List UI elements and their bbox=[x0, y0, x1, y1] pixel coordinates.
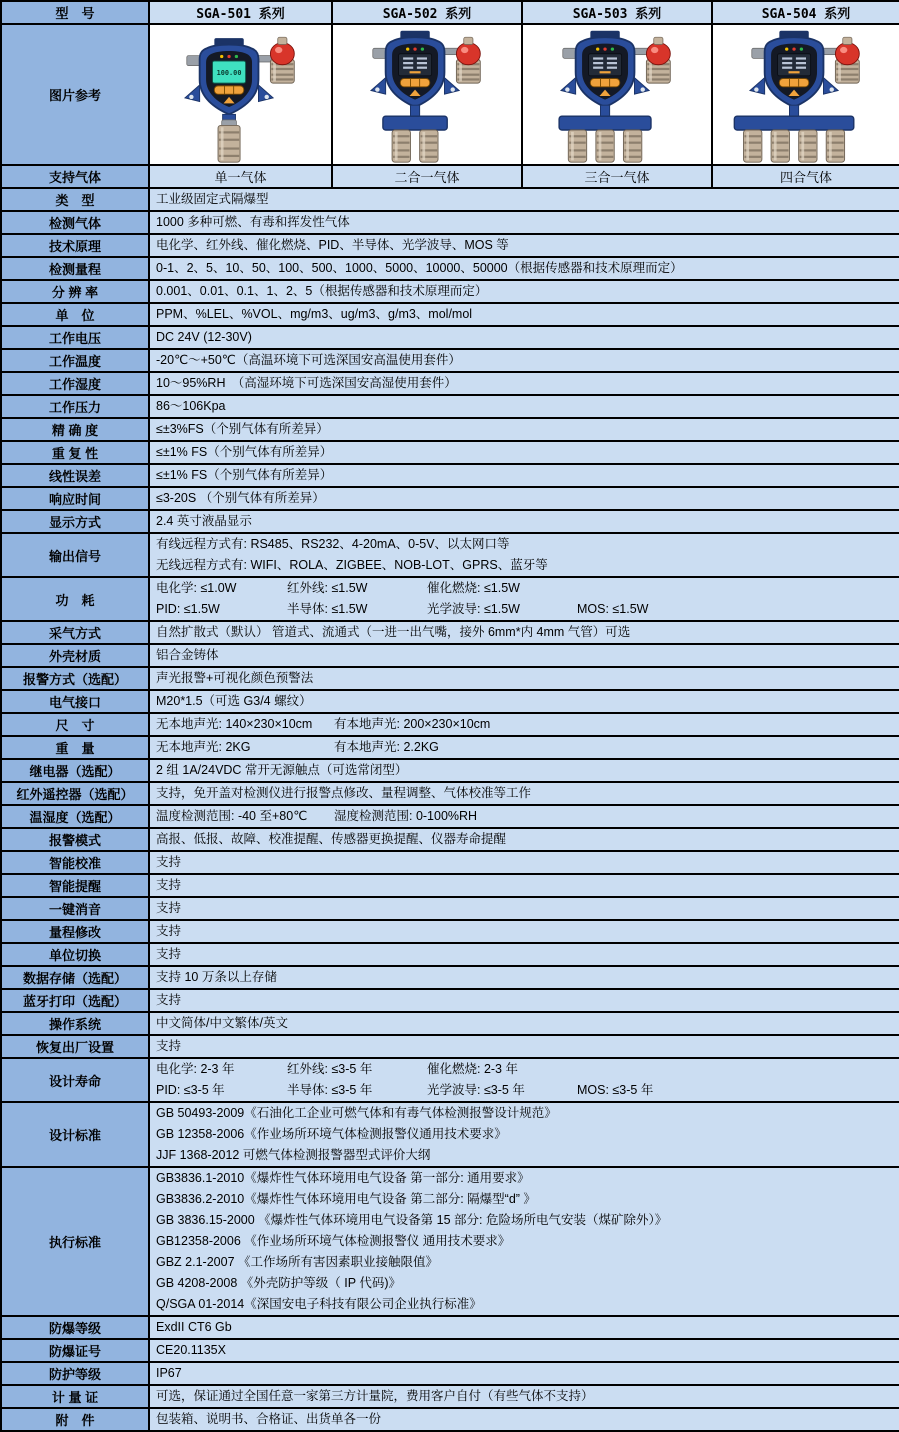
row-value bbox=[149, 372, 899, 395]
row-label: 智能校准 bbox=[1, 851, 149, 874]
row-label: 分 辨 率 bbox=[1, 280, 149, 303]
row-label: 尺 寸 bbox=[1, 713, 149, 736]
value-line bbox=[156, 304, 895, 325]
spec-row bbox=[1, 943, 899, 966]
value-segment: 有线远程方式有: RS485、RS232、4-20mA、0-5V、以太网口等 bbox=[156, 537, 510, 551]
row-label: 恢复出厂设置 bbox=[1, 1035, 149, 1058]
row-label: 智能提醒 bbox=[1, 874, 149, 897]
row-value bbox=[149, 828, 899, 851]
value-segment: 电化学、红外线、催化燃烧、PID、半导体、光学波导、MOS 等 bbox=[156, 238, 509, 252]
product-image-sga-502 bbox=[332, 24, 522, 165]
spec-row bbox=[1, 966, 899, 989]
row-label: 外壳材质 bbox=[1, 644, 149, 667]
spec-row bbox=[1, 188, 899, 211]
spec-row bbox=[1, 1102, 899, 1167]
value-line bbox=[156, 442, 895, 463]
row-label: 响应时间 bbox=[1, 487, 149, 510]
value-segment: 红外线: ≤3-5 年 bbox=[287, 1062, 373, 1076]
row-label: 工作电压 bbox=[1, 326, 149, 349]
value-line bbox=[156, 1013, 895, 1034]
value-segment: 湿度检测范围: 0-100%RH bbox=[334, 809, 478, 823]
value-segment: GB 4208-2008 《外壳防护等级（ IP 代码)》 bbox=[156, 1276, 401, 1290]
value-line bbox=[156, 511, 895, 532]
value-line bbox=[156, 1103, 895, 1124]
value-segment: 0.001、0.01、0.1、1、2、5（根据传感器和技术原理而定） bbox=[156, 284, 488, 298]
value-line bbox=[156, 419, 895, 440]
value-segment: ≤3-20S （个别气体有所差异） bbox=[156, 491, 325, 505]
value-line bbox=[156, 737, 895, 758]
row-value bbox=[149, 257, 899, 280]
value-line bbox=[156, 212, 895, 233]
row-label: 单 位 bbox=[1, 303, 149, 326]
spec-row bbox=[1, 1385, 899, 1408]
value-segment: GB 50493-2009《石油化工企业可燃气体和有毒气体检测报警设计规范》 bbox=[156, 1106, 557, 1120]
value-line bbox=[156, 898, 895, 919]
value-line bbox=[156, 967, 895, 988]
value-segment: 包装箱、说明书、合格证、出货单各一份 bbox=[156, 1412, 382, 1426]
spec-row bbox=[1, 874, 899, 897]
spec-row bbox=[1, 577, 899, 621]
value-line bbox=[156, 534, 895, 555]
row-value bbox=[149, 874, 899, 897]
row-label: 设计寿命 bbox=[1, 1058, 149, 1102]
value-line bbox=[156, 691, 895, 712]
value-segment: 支持 bbox=[156, 993, 182, 1007]
row-label: 设计标准 bbox=[1, 1102, 149, 1167]
gas-type-2: 二合一气体 bbox=[332, 165, 522, 188]
value-line bbox=[156, 1294, 895, 1315]
row-label: 附 件 bbox=[1, 1408, 149, 1431]
device-illustration bbox=[337, 28, 517, 164]
spec-row bbox=[1, 1408, 899, 1431]
value-segment: -20℃～+50℃（高温环境下可选深国安高温使用套件） bbox=[156, 353, 461, 367]
value-segment: 光学波导: ≤1.5W bbox=[427, 602, 520, 616]
row-value bbox=[149, 1408, 899, 1431]
row-value bbox=[149, 782, 899, 805]
model-header-row bbox=[1, 1, 899, 24]
spec-row bbox=[1, 1362, 899, 1385]
value-segment: 声光报警+可视化颜色预警法 bbox=[156, 671, 314, 685]
spec-row bbox=[1, 303, 899, 326]
alarm-beacon bbox=[256, 37, 294, 83]
row-value bbox=[149, 736, 899, 759]
value-line bbox=[156, 944, 895, 965]
row-value bbox=[149, 280, 899, 303]
row-label-model: 型 号 bbox=[1, 1, 149, 24]
row-label: 工作压力 bbox=[1, 395, 149, 418]
value-line bbox=[156, 990, 895, 1011]
model-header-1: SGA-501 系列 bbox=[149, 1, 332, 24]
value-segment: 高报、低报、故障、校准提醒、传感器更换提醒、仪器寿命提醒 bbox=[156, 832, 507, 846]
spec-row bbox=[1, 1058, 899, 1102]
value-line bbox=[156, 1124, 895, 1145]
spec-row bbox=[1, 667, 899, 690]
value-segment: 支持，免开盖对检测仪进行报警点修改、量程调整、气体校准等工作 bbox=[156, 786, 532, 800]
value-segment: 1000 多种可燃、有毒和挥发性气体 bbox=[156, 215, 350, 229]
value-line bbox=[156, 258, 895, 279]
spec-row bbox=[1, 372, 899, 395]
alarm-beacon bbox=[822, 37, 860, 83]
spec-row bbox=[1, 395, 899, 418]
spec-row bbox=[1, 280, 899, 303]
row-value bbox=[149, 966, 899, 989]
row-label: 电气接口 bbox=[1, 690, 149, 713]
row-value bbox=[149, 1362, 899, 1385]
value-segment: 电化学: 2-3 年 bbox=[156, 1062, 235, 1076]
value-segment: M20*1.5（可选 G3/4 螺纹） bbox=[156, 694, 312, 708]
spec-row bbox=[1, 989, 899, 1012]
spec-row bbox=[1, 1339, 899, 1362]
row-label: 蓝牙打印（选配） bbox=[1, 989, 149, 1012]
row-label: 精 确 度 bbox=[1, 418, 149, 441]
value-line bbox=[156, 488, 895, 509]
value-segment: JJF 1368-2012 可燃气体检测报警器型式评价大纲 bbox=[156, 1148, 431, 1162]
value-segment: ExdII CT6 Gb bbox=[156, 1320, 232, 1334]
value-segment: 86～106Kpa bbox=[156, 399, 226, 413]
device-illustration bbox=[716, 28, 896, 164]
row-value bbox=[149, 920, 899, 943]
row-value bbox=[149, 533, 899, 577]
spec-row bbox=[1, 828, 899, 851]
value-segment: 支持 bbox=[156, 878, 182, 892]
row-value bbox=[149, 621, 899, 644]
value-line bbox=[156, 1409, 895, 1430]
row-label: 显示方式 bbox=[1, 510, 149, 533]
row-label: 防爆等级 bbox=[1, 1316, 149, 1339]
value-line bbox=[156, 235, 895, 256]
row-value bbox=[149, 989, 899, 1012]
product-image-sga-504 bbox=[712, 24, 899, 165]
row-label-gas: 支持气体 bbox=[1, 165, 149, 188]
value-segment: 催化燃烧: 2-3 年 bbox=[427, 1062, 518, 1076]
row-value bbox=[149, 1339, 899, 1362]
value-line bbox=[156, 1059, 895, 1080]
value-line bbox=[156, 599, 895, 620]
device-illustration bbox=[151, 28, 331, 164]
gas-type-4: 四合气体 bbox=[712, 165, 899, 188]
value-segment: 自然扩散式（默认） 管道式、流通式（一进一出气嘴，接外 6mm*内 4mm 气管）可选 bbox=[156, 625, 631, 639]
value-line bbox=[156, 1386, 895, 1407]
value-segment: 支持 bbox=[156, 947, 182, 961]
row-label: 功 耗 bbox=[1, 577, 149, 621]
row-label-image: 图片参考 bbox=[1, 24, 149, 165]
row-value bbox=[149, 441, 899, 464]
value-line bbox=[156, 852, 895, 873]
row-label: 报警模式 bbox=[1, 828, 149, 851]
spec-row bbox=[1, 1012, 899, 1035]
value-segment: 无线远程方式有: WIFI、ROLA、ZIGBEE、NOB-LOT、GPRS、蓝牙等 bbox=[156, 558, 548, 572]
value-segment: GB 12358-2006《作业场所环境气体检测报警仪通用技术要求》 bbox=[156, 1127, 507, 1141]
row-label: 重 复 性 bbox=[1, 441, 149, 464]
row-label: 量程修改 bbox=[1, 920, 149, 943]
model-header-2: SGA-502 系列 bbox=[332, 1, 522, 24]
row-value bbox=[149, 667, 899, 690]
row-value bbox=[149, 1035, 899, 1058]
spec-row bbox=[1, 211, 899, 234]
value-segment: 电化学: ≤1.0W bbox=[156, 581, 237, 595]
value-line bbox=[156, 1340, 895, 1361]
spec-row bbox=[1, 487, 899, 510]
model-header-4: SGA-504 系列 bbox=[712, 1, 899, 24]
row-value bbox=[149, 851, 899, 874]
value-segment: ≤±1% FS（个别气体有所差异） bbox=[156, 468, 333, 482]
spec-row bbox=[1, 920, 899, 943]
row-value bbox=[149, 713, 899, 736]
value-segment: 温度检测范围: -40 至+80℃ bbox=[156, 809, 308, 823]
product-image-sga-501 bbox=[149, 24, 332, 165]
model-header-3: SGA-503 系列 bbox=[522, 1, 712, 24]
alarm-beacon bbox=[443, 37, 481, 83]
row-label: 检测气体 bbox=[1, 211, 149, 234]
value-segment: 催化燃烧: ≤1.5W bbox=[427, 581, 520, 595]
value-segment: MOS: ≤3-5 年 bbox=[577, 1083, 654, 1097]
value-line bbox=[156, 829, 895, 850]
row-value bbox=[149, 188, 899, 211]
row-value bbox=[149, 510, 899, 533]
spec-row bbox=[1, 621, 899, 644]
row-value bbox=[149, 1167, 899, 1316]
spec-row bbox=[1, 441, 899, 464]
spec-row bbox=[1, 713, 899, 736]
value-segment: 光学波导: ≤3-5 年 bbox=[427, 1083, 525, 1097]
value-segment: 中文简体/中文繁体/英文 bbox=[156, 1016, 288, 1030]
value-segment: GBZ 2.1-2007 《工作场所有害因素职业接触限值》 bbox=[156, 1255, 438, 1269]
row-value bbox=[149, 1385, 899, 1408]
spec-row bbox=[1, 326, 899, 349]
value-segment: 半导体: ≤3-5 年 bbox=[287, 1083, 373, 1097]
spec-row bbox=[1, 510, 899, 533]
value-segment: 红外线: ≤1.5W bbox=[287, 581, 368, 595]
row-label: 防爆证号 bbox=[1, 1339, 149, 1362]
row-value bbox=[149, 326, 899, 349]
spec-row bbox=[1, 418, 899, 441]
row-label: 工作温度 bbox=[1, 349, 149, 372]
value-line bbox=[156, 1317, 895, 1338]
row-label: 报警方式（选配） bbox=[1, 667, 149, 690]
value-segment: 0-1、2、5、10、50、100、500、1000、5000、10000、50000（根据传感器和技术原理而定） bbox=[156, 261, 683, 275]
value-segment: PID: ≤1.5W bbox=[156, 602, 220, 616]
row-value bbox=[149, 897, 899, 920]
spec-row bbox=[1, 736, 899, 759]
row-label: 单位切换 bbox=[1, 943, 149, 966]
value-segment: 无本地声光: 2KG bbox=[156, 740, 251, 754]
row-value bbox=[149, 303, 899, 326]
spec-row bbox=[1, 1316, 899, 1339]
row-value bbox=[149, 805, 899, 828]
row-label: 防护等级 bbox=[1, 1362, 149, 1385]
row-value bbox=[149, 943, 899, 966]
gas-type-3: 三合一气体 bbox=[522, 165, 712, 188]
gas-type-1: 单一气体 bbox=[149, 165, 332, 188]
value-segment: ≤±1% FS（个别气体有所差异） bbox=[156, 445, 333, 459]
row-label: 类 型 bbox=[1, 188, 149, 211]
spec-row bbox=[1, 805, 899, 828]
value-line bbox=[156, 1145, 895, 1166]
row-value bbox=[149, 395, 899, 418]
value-line bbox=[156, 1080, 895, 1101]
value-segment: MOS: ≤1.5W bbox=[577, 602, 649, 616]
row-label: 计 量 证 bbox=[1, 1385, 149, 1408]
value-line bbox=[156, 760, 895, 781]
spec-row bbox=[1, 897, 899, 920]
value-segment: GB 3836.15-2000 《爆炸性气体环境用电气设备第 15 部分: 危险场所电气安装（煤矿除外）》 bbox=[156, 1213, 668, 1227]
row-value bbox=[149, 644, 899, 667]
value-line bbox=[156, 645, 895, 666]
value-line bbox=[156, 875, 895, 896]
value-line bbox=[156, 1036, 895, 1057]
value-segment: ≤±3%FS（个别气体有所差异） bbox=[156, 422, 329, 436]
value-segment: 有本地声光: 2.2KG bbox=[334, 740, 439, 754]
value-segment: 工业级固定式隔爆型 bbox=[156, 192, 269, 206]
row-label: 红外遥控器（选配） bbox=[1, 782, 149, 805]
row-label: 操作系统 bbox=[1, 1012, 149, 1035]
value-line bbox=[156, 1189, 895, 1210]
value-segment: 支持 bbox=[156, 924, 182, 938]
value-segment: 可选，保证通过全国任意一家第三方计量院，费用客户自付（有些气体不支持） bbox=[156, 1389, 594, 1403]
value-line bbox=[156, 350, 895, 371]
spec-row bbox=[1, 690, 899, 713]
spec-row bbox=[1, 464, 899, 487]
row-label: 采气方式 bbox=[1, 621, 149, 644]
value-line bbox=[156, 327, 895, 348]
value-line bbox=[156, 396, 895, 417]
row-label: 检测量程 bbox=[1, 257, 149, 280]
supported-gas-row bbox=[1, 165, 899, 188]
row-value bbox=[149, 1058, 899, 1102]
value-line bbox=[156, 465, 895, 486]
row-value bbox=[149, 487, 899, 510]
value-line bbox=[156, 668, 895, 689]
value-line bbox=[156, 555, 895, 576]
value-line bbox=[156, 1231, 895, 1252]
product-image-sga-503 bbox=[522, 24, 712, 165]
row-label: 继电器（选配） bbox=[1, 759, 149, 782]
value-line bbox=[156, 714, 895, 735]
row-label: 重 量 bbox=[1, 736, 149, 759]
spec-row bbox=[1, 759, 899, 782]
row-value bbox=[149, 464, 899, 487]
row-label: 线性误差 bbox=[1, 464, 149, 487]
row-label: 输出信号 bbox=[1, 533, 149, 577]
value-segment: 无本地声光: 140×230×10cm bbox=[156, 717, 313, 731]
value-segment: DC 24V (12-30V) bbox=[156, 330, 252, 344]
value-segment: 支持 bbox=[156, 1039, 182, 1053]
value-segment: Q/SGA 01-2014《深国安电子科技有限公司企业执行标准》 bbox=[156, 1297, 482, 1311]
spec-row bbox=[1, 644, 899, 667]
value-segment: 10～95%RH （高湿环境下可选深国安高湿使用套件） bbox=[156, 376, 457, 390]
alarm-beacon bbox=[633, 37, 671, 83]
spec-row bbox=[1, 234, 899, 257]
row-value bbox=[149, 1012, 899, 1035]
row-value bbox=[149, 1102, 899, 1167]
row-value bbox=[149, 211, 899, 234]
value-line bbox=[156, 783, 895, 804]
row-value bbox=[149, 759, 899, 782]
row-label: 工作湿度 bbox=[1, 372, 149, 395]
value-segment: GB12358-2006 《作业场所环境气体检测报警仪 通用技术要求》 bbox=[156, 1234, 511, 1248]
device-illustration bbox=[527, 28, 707, 164]
value-line bbox=[156, 1252, 895, 1273]
value-line bbox=[156, 1168, 895, 1189]
value-line bbox=[156, 1273, 895, 1294]
value-line bbox=[156, 1210, 895, 1231]
spec-row bbox=[1, 1035, 899, 1058]
value-line bbox=[156, 806, 895, 827]
value-segment: 半导体: ≤1.5W bbox=[287, 602, 368, 616]
value-segment: 2 组 1A/24VDC 常开无源触点（可选常闭型） bbox=[156, 763, 408, 777]
spec-row bbox=[1, 257, 899, 280]
value-segment: 支持 bbox=[156, 855, 182, 869]
row-value bbox=[149, 577, 899, 621]
row-label: 技术原理 bbox=[1, 234, 149, 257]
spec-row bbox=[1, 851, 899, 874]
row-value bbox=[149, 349, 899, 372]
value-segment: GB3836.1-2010《爆炸性气体环境用电气设备 第一部分: 通用要求》 bbox=[156, 1171, 530, 1185]
value-segment: 有本地声光: 200×230×10cm bbox=[334, 717, 491, 731]
row-label: 执行标准 bbox=[1, 1167, 149, 1316]
spec-row bbox=[1, 349, 899, 372]
value-segment: CE20.1135X bbox=[156, 1343, 226, 1357]
value-line bbox=[156, 921, 895, 942]
value-segment: 支持 10 万条以上存储 bbox=[156, 970, 277, 984]
value-segment: GB3836.2-2010《爆炸性气体环境用电气设备 第二部分: 隔爆型“d” 》 bbox=[156, 1192, 536, 1206]
spec-row bbox=[1, 1167, 899, 1316]
value-segment: 铝合金铸体 bbox=[156, 648, 219, 662]
value-line bbox=[156, 281, 895, 302]
spec-row bbox=[1, 533, 899, 577]
spec-row bbox=[1, 782, 899, 805]
value-segment: PID: ≤3-5 年 bbox=[156, 1083, 225, 1097]
image-reference-row bbox=[1, 24, 899, 165]
row-label: 温湿度（选配） bbox=[1, 805, 149, 828]
row-label: 数据存储（选配） bbox=[1, 966, 149, 989]
value-line bbox=[156, 1363, 895, 1384]
row-label: 一键消音 bbox=[1, 897, 149, 920]
value-line bbox=[156, 622, 895, 643]
row-value bbox=[149, 234, 899, 257]
value-line bbox=[156, 373, 895, 394]
value-segment: 2.4 英寸液晶显示 bbox=[156, 514, 252, 528]
value-segment: PPM、%LEL、%VOL、mg/m3、ug/m3、g/m3、mol/mol bbox=[156, 307, 473, 321]
device-screen-reading: 100.00 bbox=[216, 68, 241, 77]
row-value bbox=[149, 1316, 899, 1339]
row-value bbox=[149, 690, 899, 713]
value-line bbox=[156, 189, 895, 210]
row-value bbox=[149, 418, 899, 441]
value-segment: IP67 bbox=[156, 1366, 182, 1380]
value-segment: 支持 bbox=[156, 901, 182, 915]
value-line bbox=[156, 578, 895, 599]
